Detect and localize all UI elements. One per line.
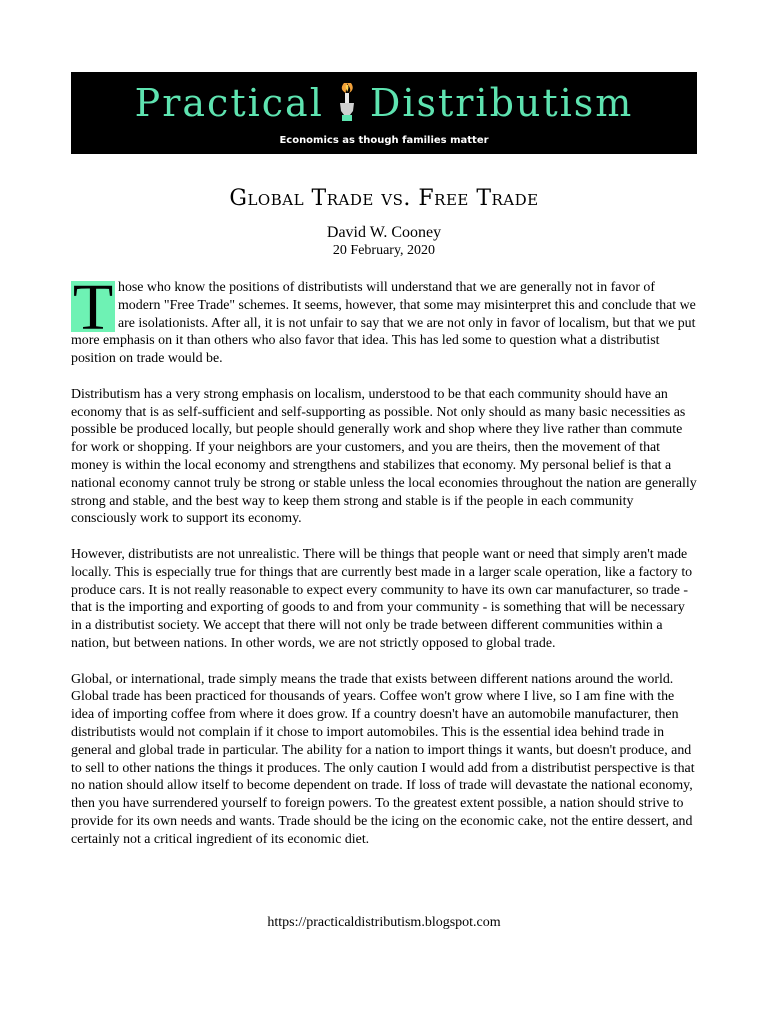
article-author: David W. Cooney xyxy=(326,224,442,241)
masthead-right: Distributism xyxy=(369,81,634,125)
footer-url[interactable]: https://practicaldistributism.blogspot.com xyxy=(267,915,501,930)
article-title: Global Trade vs. Free Trade xyxy=(229,186,539,211)
article-body xyxy=(71,279,698,866)
tagline: Economics as though families matter xyxy=(279,135,489,146)
masthead-left: Practical xyxy=(134,81,324,125)
dropcap: T xyxy=(72,281,114,332)
paragraph-1-text: hose who know the positions of distributists will understand that we are generally not in favor of modern "Free Trade" schemes. It seems, however, that some may misinterpret this and conclude that we are isolationists. After all, it is not unfair to say that we are not only in favor of localism, but that we put more emphasis on it than others who also favor that idea. This has led some to question what a distributist position on trade would be. xyxy=(71,280,696,367)
article-date: 20 February, 2020 xyxy=(332,243,436,258)
paragraph-1 xyxy=(71,279,698,368)
paragraph-4: Global, or international, trade simply means the trade that exists between different nations around the world. Global trade has been practiced for thousands of years. Coffee won't grow where I live, so I am fine with the idea of importing coffee from where it does grow. If a country doesn't have an automobile manufacturer, then distributists would not complain if it chose to import automobiles. This is the essential idea behind trade in general and global trade in particular. The ability for a nation to import things it wants, but doesn't produce, and to sell to other nations the things it produces. The only caution I would add from a distributist perspective is that no nation should allow itself to become dependent on trade. If loss of trade will devastate the national economy, then you have surrendered yourself to foreign powers. To the greatest extent possible, a nation should strive to provide for its own needs and wants. Trade should be the icing on the economic cake, not the entire dessert, and certainly not a critical ingredient of its economic diet. xyxy=(71,671,695,847)
paragraph-2: Distributism has a very strong emphasis on localism, understood to be that each community should have an economy that is as self-sufficient and self-supporting as possible. Not only should as many basic necessities as possible be produced locally, but people should generally work and shop where they live rather than commute for work or shopping. If your neighbors are your customers, and you are theirs, then the movement of that money is within the local economy and strengthens and stabilizes that economy. My personal belief is that a national economy cannot truly be strong or stable unless the local economies throughout the nation are generally strong and stable, and the best way to keep them strong and stable is if the people in each community consciously work to support its economy. xyxy=(71,386,697,527)
torch-hand-icon xyxy=(336,81,358,133)
masthead-banner xyxy=(71,72,697,154)
masthead-title xyxy=(71,78,697,133)
paragraph-3: However, distributists are not unrealistic. There will be things that people want or need that simply aren't made locally. This is especially true for things that are currently best made in a larger scale operation, like a factory to produce cars. It is not really reasonable to expect every community to have its own car manufacturer, so trade - that is the importing and exporting of goods to and from your community - is something that will be necessary in a distributist society. We accept that there will not only be trade between different communities within a nation, but between nations. In other words, we are not strictly opposed to global trade. xyxy=(71,546,693,651)
